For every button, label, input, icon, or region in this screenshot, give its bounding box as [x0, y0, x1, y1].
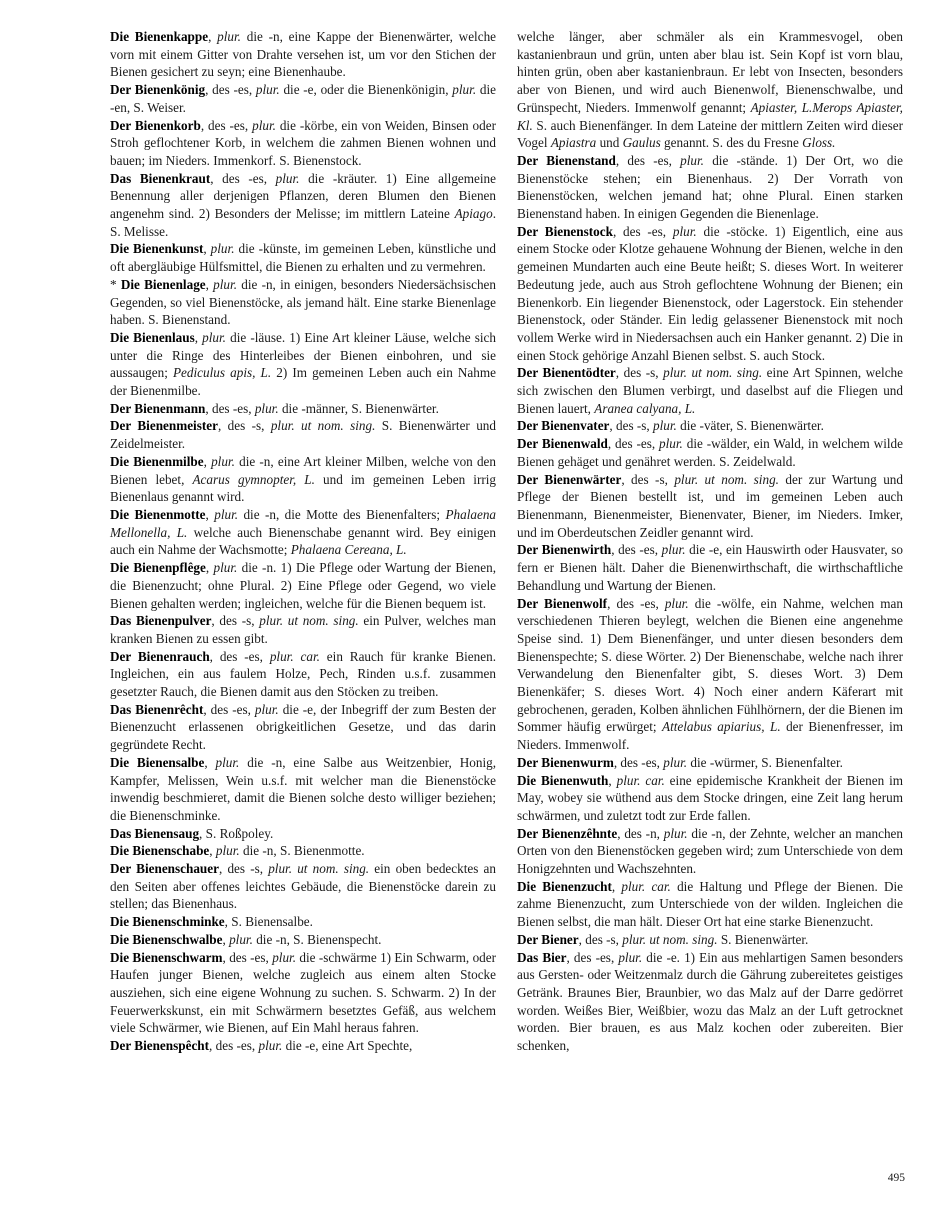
italic-term: Gloss. — [802, 135, 836, 151]
entry-text: die -schwärme 1) Ein Schwarm, oder Haufen junger Bienen, welche zugleich aus einem alten Stocke ausziehen, sich eine eigene Wohnung zu suchen. S. Schwarm. 2) In der Feuerwerkskunst, ein mit Schwärmern besetztes Gefäß, aus welchem viele Schwärmer, wie Bienen, auf Ein Mahl heraus fahren. — [110, 949, 497, 1036]
dictionary-entry — [110, 400, 496, 418]
dictionary-entry — [110, 860, 496, 913]
entry-text: die -wälder, ein Wald, in welchem wilde Bienen gehäget und genähret werden. S. Zeidelwald. — [517, 436, 903, 469]
page-number: 495 — [887, 1172, 905, 1184]
entry-text: S. Bienenwärter und Zeidelmeister. — [110, 418, 496, 452]
entry-text: die -würmer, S. Bienenfalter. — [687, 754, 843, 770]
entry-text: , des -s, — [217, 418, 271, 434]
italic-term: plur. ut nom. sing. — [674, 471, 779, 487]
entry-text: , — [611, 878, 622, 894]
entry-text: die -e, oder die Bienenkönigin, — [279, 82, 453, 98]
entry-text: , des -es, — [607, 436, 660, 452]
headword: Die Bienenwuth — [517, 772, 609, 788]
headword: Die Bienensalbe — [110, 754, 205, 770]
entry-text: die -n, S. Bienenspecht. — [252, 931, 382, 947]
headword: Der Bienenvater — [517, 418, 610, 434]
italic-term: plur. — [258, 1038, 283, 1054]
dictionary-entry — [110, 240, 496, 275]
dictionary-entry — [110, 1037, 496, 1055]
headword: Der Bienenstock — [517, 223, 613, 239]
italic-term: plur. — [663, 825, 688, 841]
entry-text: , — [608, 772, 617, 788]
dictionary-entry — [110, 28, 496, 81]
dictionary-entry — [517, 754, 903, 772]
dictionary-entry — [517, 417, 903, 435]
entry-text: , des -s, — [615, 365, 664, 381]
italic-term: Acarus gymnopter, L. — [192, 471, 315, 487]
italic-term: plur. — [214, 506, 239, 522]
entry-text: die -n, in einigen, besonders Niedersächsischen Gegenden, so viel Bienenstöcke, als jemand hält. Eine starke Bienenlage haben. S. Bienenstand. — [110, 276, 496, 328]
headword: Der Bienenrauch — [110, 648, 210, 664]
entry-text: und — [596, 135, 623, 151]
italic-term: plur. — [664, 595, 689, 611]
headword: Der Bienenwirth — [517, 542, 612, 558]
headword: Der Bienenkönig — [110, 82, 206, 98]
italic-term: Apiaster, L.Merops Apiaster, Kl. — [517, 99, 903, 133]
headword: Der Bienenwärter — [517, 471, 622, 487]
headword: Das Bienensaug — [110, 825, 200, 841]
dictionary-entry — [110, 754, 496, 825]
entry-text: S. Bienenwärter. — [717, 931, 809, 947]
italic-term: plur. car. — [621, 878, 671, 894]
dictionary-entry — [110, 453, 496, 506]
headword: Die Bienenkappe — [110, 29, 209, 44]
italic-term: Phalaena Mellonella, L. — [110, 506, 497, 540]
headword: Die Bienenlage — [120, 276, 206, 292]
dictionary-entry — [110, 81, 496, 116]
headword: Die Bienenmilbe — [110, 453, 204, 469]
italic-term: plur. — [213, 276, 237, 292]
entry-text: , — [208, 29, 218, 44]
italic-term: plur. — [255, 82, 280, 98]
entry-text: , — [203, 453, 212, 469]
dictionary-entry — [517, 28, 903, 152]
italic-term: Phalaena Cereana, L. — [290, 542, 407, 558]
entry-text: , — [203, 241, 211, 257]
entry-text: , — [209, 843, 216, 859]
entry-text: die -wölfe, ein Nahme, welchen man verschiedenen Thieren beylegt, welchen die Bienen eine angenehme Speise sind. 1) Dem Bienenfänger, und unter diesen besonders dem Bienenspechte; S. diese Wörter. 2) Der Bienenschabe, welche nach ihrer Verwandelung den Bienenfalter gibt, S. dieses Wort. 3) Dem Bienenkäfer; S. dieses Wort. 4) Noch einer andern Käferart mit gebrochenen, geraden, Kolben ähnlichen Fühlhörnern, der die Bienen im Sommer häufig erwürget; — [517, 595, 903, 735]
dictionary-entry — [110, 949, 496, 1038]
headword: Die Bienenschwalbe — [110, 931, 223, 947]
right-column — [517, 28, 903, 1055]
headword: Der Biener — [517, 931, 579, 947]
headword: Das Bier — [517, 949, 567, 965]
dictionary-entry — [110, 648, 496, 701]
headword: Der Bienenschauer — [110, 861, 219, 877]
entry-text: , — [205, 506, 215, 522]
entry-text: die -läuse. 1) Eine Art kleiner Läuse, welche sich unter die Ringe des Hinterleibes der Bienen einbohren, und sie aussaugen; — [110, 329, 496, 381]
italic-term: plur. — [213, 560, 238, 576]
entry-text: die -künste, im gemeinen Leben, künstliche und oft abergläubige Hülfsmittel, die Bienen zu erhalten und zu vermehren. — [110, 241, 497, 275]
dictionary-entry — [110, 170, 496, 241]
italic-term: plur. — [661, 542, 686, 558]
italic-term: plur. — [663, 754, 688, 770]
entry-text: die -n, die Motte des Bienenfalters; — [238, 506, 446, 522]
headword: Die Bienenmotte — [110, 506, 206, 522]
headword: Die Bienenzucht — [517, 878, 612, 894]
italic-term: plur. — [215, 843, 240, 859]
entry-text: , des -es, — [209, 1038, 259, 1054]
italic-term: plur. — [672, 223, 697, 239]
entry-text: die -n, der Zehnte, welcher an manchen Orten von den Bienenstöcken gegeben wird; zum Unterschiede von dem Honigzehnten und Wachszehnten. — [517, 825, 903, 877]
entry-text: ein oben bedecktes an den Seiten aber offenes leichtes Gebäude, die Bienenstöcke darein zu stellen; das Bienenhaus. — [110, 861, 497, 912]
italic-term: plur. — [229, 931, 253, 947]
dictionary-entry — [110, 931, 496, 949]
italic-term: plur. — [252, 117, 276, 133]
dictionary-entry — [517, 364, 903, 417]
entry-text: die -väter, S. Bienenwärter. — [676, 418, 824, 434]
italic-term: Gaulus — [622, 135, 661, 151]
italic-term: plur. ut nom. sing. — [622, 931, 718, 947]
entry-text: die -e. 1) Ein aus mehlartigen Samen besonders aus Gersten- oder Weitzenmalz durch die Gährung zubereitetes geistiges Getränk. Braunes Bier, Braunbier, wo das Malz auf der Darre gedörret worden. Weißes Bier, Weißbier, wozu das Malz an der Luft getrocknet worden. Bier brauen, es aus Malz kochen oder zubereiten. Bier schenken, — [517, 949, 903, 1054]
dictionary-entry — [517, 825, 903, 878]
entry-text: welche auch Bienenschabe genannt wird. Bey einigen auch ein Nahme der Wachsmotte; — [110, 524, 496, 558]
entry-text: eine epidemische Krankheit der Bienen im May, wobey sie wüthend aus dem Stocke dringen, eine Zeit lang herum schwärmen, und zuletzt todt zur Erde fallen. — [517, 772, 903, 823]
entry-text: , des -es, — [205, 400, 255, 416]
entry-text: , des -es, — [210, 170, 276, 186]
entry-text: , S. Roßpoley. — [199, 825, 274, 841]
entry-text: eine Art Spinnen, welche sich zwischen den Blumen verbirgt, und daselbst auf die Fliegen und Bienen lauert, — [517, 365, 903, 416]
headword: Die Bienenkunst — [110, 241, 204, 257]
italic-term: plur. — [275, 170, 300, 186]
entry-text: , des -es, — [566, 949, 619, 965]
entry-text: , des -n, — [617, 825, 664, 841]
entry-text: , des -es, — [612, 223, 673, 239]
dictionary-entry — [110, 825, 496, 843]
entry-text: , des -es, — [200, 117, 253, 133]
entry-text: , — [205, 560, 214, 576]
italic-term: plur. — [618, 949, 643, 965]
dictionary-entry — [110, 506, 496, 559]
italic-term: plur. ut nom. sing. — [268, 861, 370, 877]
italic-term: plur. — [215, 754, 240, 770]
dictionary-entry — [517, 435, 903, 470]
entry-text: , des -s, — [609, 418, 654, 434]
headword: Die Bienenschabe — [110, 843, 210, 859]
entry-text: , des -s, — [211, 613, 260, 629]
headword: Das Bienenpulver — [110, 613, 212, 629]
entry-text: die Haltung und Pflege der Bienen. Die zahme Bienenzucht, zum Unterschiede von der wilden. Ingleichen die Bienen selbst, die man hält. Dieser Ort hat eine starke Bienenzucht. — [517, 878, 903, 930]
dictionary-entry — [517, 471, 903, 542]
entry-text: die -n. 1) Die Pflege oder Wartung der Bienen, die Bienenzucht; ohne Plural. 2) Eine Pflege oder Gegend, wo viele Bienen gehalten werden; ingleichen, welche für die Bienen bequem ist. — [110, 560, 496, 611]
italic-term: plur. — [272, 949, 297, 965]
entry-text: und im gemeinen Leben irrig Bienenlaus genannt wird. — [110, 471, 497, 505]
italic-term: Apiastra — [550, 135, 597, 151]
dictionary-entry — [517, 223, 903, 365]
entry-text: , — [205, 276, 214, 292]
dictionary-entry — [110, 701, 496, 754]
headword: Das Bienenkraut — [110, 170, 211, 186]
entry-text: die -stände. 1) Der Ort, wo die Bienenstöcke stehen; ein Bienenhaus. 2) Der Vorrath von Bienenstöcken, welchen jemand hat; ohne Plural. Einen starken Bienenstand haben. In einigen Gegenden die Bienenlage. — [517, 152, 903, 222]
italic-term: plur. — [254, 400, 279, 416]
left-column — [110, 28, 496, 1055]
italic-term: plur. car. — [269, 648, 320, 664]
headword: Das Bienenrêcht — [110, 701, 204, 717]
italic-term: plur. — [210, 241, 235, 257]
dictionary-entry — [517, 152, 903, 223]
italic-term: Attelabus apiarius, L. — [662, 719, 781, 735]
entry-text: die -stöcke. 1) Eigentlich, eine aus einem Stocke oder Klotze gehauene Wohnung der Bienen, welche in den gemeinen Mundarten auch eine Beute heißt; S. dieses Wort. In weiterer Bedeutung jede, auch aus Stroh geflochtene Wohnung der Bienen; ein Bienenkorb. Ein liegender Bienenstock, oder Lagerstock. Ein stehender Bienenstock, oder Ständer. Ein ledig gelassener Bienenstock mit noch vollem Werke wird in Niedersachsen auch ein Hanker genannt. 2) Die in einen Stock gehörige Anzahl Bienen selbst. S. auch Stock. — [517, 223, 903, 363]
headword: Der Bienenspêcht — [110, 1038, 210, 1054]
italic-term: plur. — [211, 453, 235, 469]
entry-text: , des -es, — [209, 648, 270, 664]
italic-term: plur. — [653, 418, 677, 434]
dictionary-entry — [110, 417, 496, 452]
entry-text: . S. Melisse. — [110, 206, 496, 239]
entry-text: die -e, eine Art Spechte, — [282, 1038, 413, 1054]
italic-term: plur. — [659, 436, 683, 452]
headword: Die Bienenschwarm — [110, 949, 223, 965]
dictionary-entry — [517, 772, 903, 825]
entry-text: , S. Bienensalbe. — [224, 914, 313, 930]
headword: Der Bienenwolf — [517, 595, 608, 611]
entry-text: , des -es, — [615, 152, 681, 168]
entry-text: * — [110, 276, 121, 292]
dictionary-entry — [110, 559, 496, 612]
entry-text: die -n, eine Salbe aus Weitzenbier, Honig, Kampfer, Melissen, Wein u.s.f. mit welcher man die Bienenstöcke inwendig beschmieret, damit die Bienen solche desto williger beziehen; die Bienenschminke. — [110, 754, 496, 823]
italic-term: plur. — [202, 329, 226, 345]
entry-text: , des -es, — [611, 542, 662, 558]
entry-text: der zur Wartung und Pflege der Bienen bestellt ist, und im gemeinen Leben auch Bienenmann, Bienenmeister, Bienenvater, Biener, im Nieders. Imker, und im Oberdeutschen Zeidler genannt wird. — [517, 471, 903, 540]
entry-text: , des -es, — [222, 949, 273, 965]
headword: Der Bienenstand — [517, 152, 616, 168]
italic-term: plur. — [254, 701, 279, 717]
entry-text: , des -es, — [613, 754, 664, 770]
entry-text: die -e, ein Hauswirth oder Hausvater, so fern er Bienen hält. Daher die Bienenwirthschaft, die wirthschaftliche Behandlung und Wartung der Bienen. — [517, 542, 903, 593]
headword: Der Bienenzêhnte — [517, 825, 618, 841]
entry-text: , des -es, — [203, 701, 255, 717]
dictionary-entry — [517, 949, 903, 1055]
dictionary-entry — [110, 276, 496, 329]
entry-text: die -körbe, ein von Weiden, Binsen oder Stroh geflochtener Korb, in welchem die zahmen Bienen wohnen und bauen; im Nieders. Immenkorf. S. Bienenstock. — [110, 117, 496, 168]
dictionary-entry — [110, 913, 496, 931]
entry-text: , des -s, — [218, 861, 269, 877]
headword: Der Bienenwald — [517, 436, 608, 452]
dictionary-entry — [517, 931, 903, 949]
dictionary-entry — [110, 329, 496, 400]
dictionary-entry — [517, 878, 903, 931]
entry-text: die -e, der Inbegriff der zum Besten der Bienenzucht erlassenen obrigkeitlichen Gesetze, und das darin gegründete Recht. — [110, 701, 496, 753]
entry-text: , des -es, — [607, 595, 665, 611]
entry-text: die -n, eine Art kleiner Milben, welche von den Bienen lebet, — [110, 453, 496, 487]
headword: Der Bienenmeister — [110, 418, 218, 434]
dictionary-entry — [110, 117, 496, 170]
italic-term: plur. ut nom. sing. — [259, 613, 359, 629]
entry-text: , — [222, 931, 230, 947]
italic-term: plur. — [452, 82, 477, 98]
headword: Die Bienenpflêge — [110, 560, 206, 576]
italic-term: plur. ut nom. sing. — [270, 418, 376, 434]
headword: Die Bienenlaus — [110, 329, 195, 345]
headword: Der Bienentödter — [517, 365, 616, 381]
italic-term: plur. car. — [616, 772, 665, 788]
entry-text: die -kräuter. 1) Eine allgemeine Benennung aller derjenigen Pflanzen, deren Blumen den Bienen angenehm sind. 2) Besonders der Melisse; im mittlern Lateine — [110, 170, 496, 222]
entry-text: der Bienenfresser, im Nieders. Immenwolf. — [517, 719, 903, 753]
dictionary-entry — [517, 541, 903, 594]
entry-text: 2) Im gemeinen Leben auch ein Nahme der Bienenmilbe. — [110, 365, 496, 399]
entry-text: die -en, S. Weiser. — [110, 82, 496, 115]
entry-text: genannt. S. des du Fresne — [660, 135, 803, 151]
headword: Die Bienenschminke — [110, 914, 225, 930]
dictionary-entry — [110, 612, 496, 647]
dictionary-entry — [110, 842, 496, 860]
entry-text: die -männer, S. Bienenwärter. — [278, 400, 439, 416]
headword: Der Bienenmann — [110, 400, 206, 416]
entry-text: ein Pulver, welches man kranken Bienen zu essen gibt. — [110, 613, 496, 646]
entry-text: , des -s, — [578, 931, 623, 947]
entry-text: S. auch Bienenfänger. In dem Lateine der mittlern Zeiten wird dieser Vogel — [517, 117, 903, 151]
entry-text: die -n, eine Kappe der Bienenwärter, welche vorn mit einem Gitter von Drahte versehen ist, um vor den Stichen der Bienen gesichert zu seyn; eine Bienenhaube. — [110, 29, 497, 80]
entry-text: welche länger, aber schmäler als ein Krammesvogel, oben kastanienbraun und grün, unten aber blau ist. Sein Kopf ist vorn blau, hinten grün, oben aber kastanienbraun. Er lebt von Insecten, besonders aber von Bienen, und wird auch Bienenwolf, Bienenschwalbe, und Grünspecht, Nieders. Immenwolf genannt; — [517, 29, 903, 115]
italic-term: plur. — [680, 152, 704, 168]
entry-text: , des -es, — [205, 82, 256, 98]
italic-term: Pediculus apis, L. — [173, 365, 272, 381]
italic-term: plur. — [217, 29, 241, 44]
entry-text: , — [204, 754, 216, 770]
italic-term: Apiago — [454, 206, 493, 222]
headword: Der Bienenwurm — [517, 754, 614, 770]
headword: Der Bienenkorb — [110, 117, 201, 133]
italic-term: Aranea calyana, L. — [594, 400, 696, 416]
dictionary-entry — [517, 595, 903, 754]
entry-text: , des -s, — [621, 471, 675, 487]
entry-text: ein Rauch für kranke Bienen. Ingleichen, ein aus faulem Holze, Pech, Rinden u.s.f. zusammen gesetzter Rauch, die Bienen damit aus den Stöcken zu treiben. — [110, 648, 496, 700]
entry-text: die -n, S. Bienenmotte. — [239, 843, 365, 859]
entry-text: , — [194, 329, 203, 345]
italic-term: plur. ut nom. sing. — [663, 365, 763, 381]
